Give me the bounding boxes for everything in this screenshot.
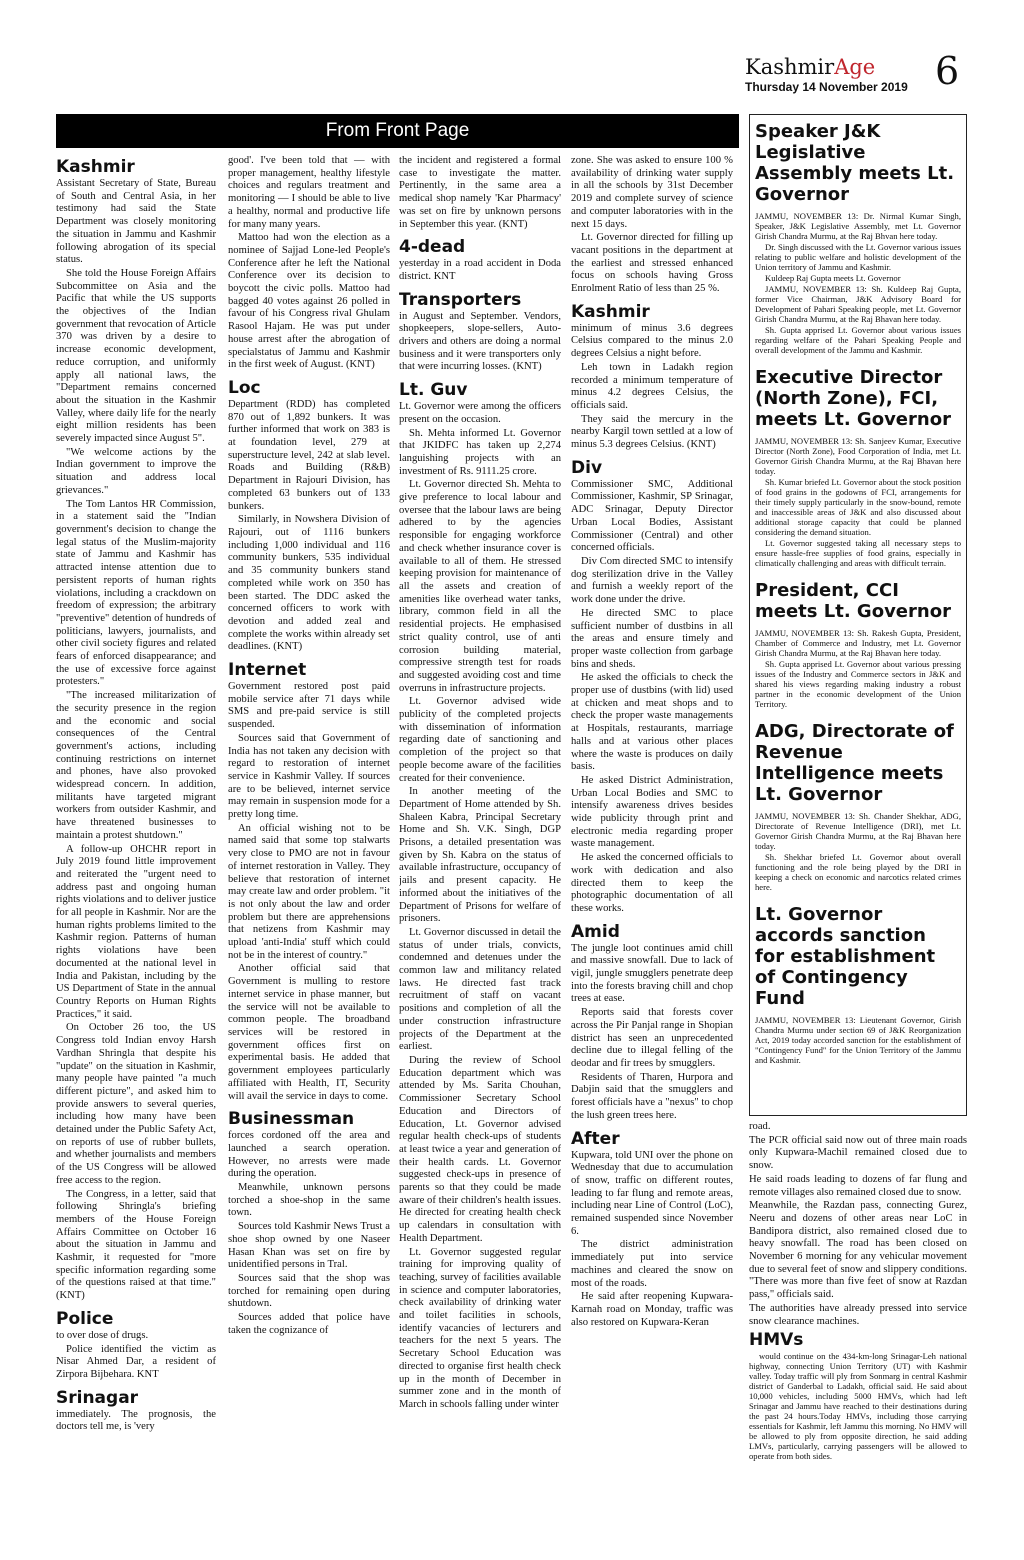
- story-paragraph: "We welcome actions by the Indian government to improve the situation and address local grievances.": [56, 446, 216, 496]
- story-headline: Div: [571, 457, 603, 478]
- story-paragraph: The Congress, in a letter, said that following Shringla's briefing members of the House Foreign Affairs Committee on October 16 about the situation in Jammu and Kashmir, it requested for "more specific information regarding some of the questions raised at that time." (KNT): [56, 1188, 216, 1302]
- brief-headline: ADG, Directorate of Revenue Intelligence meets Lt. Governor: [755, 721, 954, 805]
- story-paragraph: He asked the concerned officials to work with dedication and also directed them to keep the photographic documentation of all these works.: [571, 852, 733, 914]
- story-headline: HMVs: [749, 1330, 804, 1351]
- story-paragraph: Kupwara, told UNI over the phone on Wednesday that due to accumulation of snow, traffic on different routes, leading to far flung and remote areas, including near Line of Control (LoC), remained suspended since November 6.: [571, 1149, 733, 1237]
- story-paragraph: Lt. Governor suggested taking all necessary steps to ensure hassle-free supplies of food grains, especially in climatically challenging and areas with difficult terrain.: [755, 538, 961, 568]
- story-paragraph: Sources said that Government of India has not taken any decision with regard to restoration of internet service in Kashmir Valley. If sources are to be believed, internet service may remain in suspension mode for a pretty long time.: [228, 732, 390, 821]
- story-paragraph: Sh. Gupta apprised Lt. Governor about various pressing issues of the Industry and Commerce sectors in J&K and shared his views regarding making industry a robust partner in the economic development of the Union Territory.: [755, 659, 961, 709]
- story-paragraph: Meanwhile, the Razdan pass, connecting Gurez, Neeru and dozens of other areas near LoC in Bandipora district, also remained closed due to heavy snowfall. The road has been closed on November 6 morning for any vehicular movement due to several feet of snow and slippery conditions. "There was more than five feet of snow at Razdan pass," officials said.: [749, 1200, 967, 1301]
- story-paragraph: An official wishing not to be named said that some top stalwarts very close to PMO are not in favour of internet restoration in Valley. They believe that restoration of internet may create law and order problem. "it is not only about the law and order problem but there are apprehensions that netizens from Kashmir may upload 'anti-India' stuff which could not be in the interest of country.": [228, 822, 390, 961]
- story-paragraph: He directed SMC to place sufficient number of dustbins in all the areas and ensure timely and proper waste collection from garbage bins and sheds.: [571, 607, 733, 670]
- story-paragraph: Another official said that Government is mulling to restore internet service in phase manner, but the service will not be available to common people. The broadband services will be restored in government offices first on experimental basis. He added that government employees particularly affiliated with Health, IT, Security will avail the service in days to come.: [228, 963, 390, 1102]
- story-paragraph: The PCR official said now out of three main roads only Kupwara-Machil remained closed due to snow.: [749, 1134, 967, 1172]
- story-paragraph: good'. I've been told that — with proper management, healthy lifestyle choices and regulars treatment and monitoring — I should be able to live a healthy, normal and productive life for many many years.: [228, 155, 390, 230]
- story-headline: Loc: [228, 377, 261, 398]
- brief-item: [755, 580, 961, 709]
- story-paragraph: He said after reopening Kupwara-Karnah road on Monday, traffic was also restored on Kupwara-Keran: [571, 1291, 733, 1328]
- story: [56, 1309, 216, 1382]
- brief-headline: Speaker J&K Legislative Assembly meets Lt. Governor: [755, 121, 955, 205]
- story-paragraph: Sources added that police have taken the cognizance of: [228, 1312, 390, 1336]
- story-paragraph: Commissioner SMC, Additional Commissioner, Kashmir, SP Srinagar, ADC Srinagar, Deputy Director Urban Local Bodies, Assistant Commissioner (Central) and other concerned officials.: [571, 478, 733, 554]
- masthead: [745, 49, 970, 100]
- story: [399, 155, 561, 231]
- story-headline: Kashmir: [571, 301, 650, 322]
- column-4: [571, 155, 733, 1495]
- newspaper-logo: [745, 55, 875, 79]
- story-paragraph: Lt. Governor suggested regular training for improving quality of teaching, survey of facilities available in science and computer laboratories, check availability of drinking water and toilet facilities in schools, identify vacancies of lecturers and teachers for the next 5 years. The Secretary School Education was directed to organise first health check up in the month of December in summer zone and in the month of March in schools falling under winter: [399, 1246, 561, 1410]
- brief-headline: President, CCI meets Lt. Governor: [755, 580, 951, 622]
- story-paragraph: zone. She was asked to ensure 100 % availability of drinking water supply in all the schools by 31st December 2019 and complete survey of science and computer laboratories with in the next 15 days.: [571, 155, 733, 230]
- story-paragraph: She told the House Foreign Affairs Subcommittee on Asia and the Pacific that while the US supports the objectives of the Indian government that revocation of Article 370 was driven by a desire to increase economic development, reduce corruption, and uniformly apply all national laws, the "Department remains concerned about the situation in the Kashmir Valley, where daily life for the nearly eight million residents has been severely impacted since August 5".: [56, 267, 216, 445]
- story: [228, 660, 390, 1103]
- story-paragraph: During the review of School Education department which was attended by Ms. Sarita Chouhan, Commissioner Secretary School Education and Directors of Education, Lt. Governor advised regular health check-ups of students at least twice a year and generation of their health cards. Lt. Governor suggested check-ups in presence of parents so that they could be made aware of their children's health issues. He directed for creating health check up calendars in consultation with Health Department.: [399, 1055, 561, 1244]
- story-headline: Amid: [571, 921, 620, 942]
- brief-headline: Executive Director (North Zone), FCI, meets Lt. Governor: [755, 367, 951, 430]
- story: [571, 302, 733, 452]
- story-paragraph: Meanwhile, unknown persons torched a shoe-shop in the same town.: [228, 1182, 390, 1219]
- story-paragraph: JAMMU, NOVEMBER 13: Sh. Sanjeev Kumar, Executive Director (North Zone), Food Corporation of India, met Lt. Governor Girish Chandra Murmu, at the Raj Bhavan here today.: [755, 436, 961, 476]
- story-paragraph: Leh town in Ladakh region recorded a minimum temperature of minus 4.2 degrees Celsius, the officials said.: [571, 361, 733, 411]
- story-paragraph: The Tom Lantos HR Commission, in a statement said the "Indian government's decision to change the legal status of the Muslim-majority state of Jammu and Kashmir has attracted intense attention due to persistent reports of human rights violations, including a crackdown on freedom of expression; the arbitrary "preventive" detention of hundreds of politicians, lawyers, journalists, and other civil society figures and related fears of enforced disappearance; and the use of excessive force against protesters.": [56, 498, 216, 688]
- story-paragraph: Reports said that forests cover across the Pir Panjal range in Shopian district has seen an unprecedented decline due to illegal felling of the deodar and fir trees by smugglers.: [571, 1007, 733, 1069]
- story: [228, 1109, 390, 1337]
- story-headline: Srinagar: [56, 1387, 139, 1408]
- story-paragraph: yesterday in a road accident in Doda district. KNT: [399, 258, 561, 282]
- story-paragraph: Department (RDD) has completed 870 out of 1,892 bunkers. It was further informed that work on 383 is at foundation level, 279 at superstructure level, 242 at slab level. Roads and Building (R&B) Department in Rajouri Division, has completed 63 bunkers out of 133 bunkers.: [228, 398, 390, 512]
- story-paragraph: Lt. Governor directed Sh. Mehta to give preference to local labour and oversee that the labour laws are being adhered to by the agencies responsible for engaging workforce and check whether insurance cover is available to all of them. He stressed keeping provision for maintenance of all the assets and creation of amenities like overhead water tanks, library, common field in all the residential projects. He emphasised strict quality control, use of anti corrosion building material, compressive strength test for roads and suggested avoiding cost and time overruns in infrastructure projects.: [399, 479, 561, 694]
- column-1: [56, 155, 216, 1495]
- story: [571, 1129, 733, 1330]
- story-paragraph: Government restored post paid mobile service after 71 days while SMS and pre-paid service is still suspended.: [228, 681, 390, 731]
- story: [228, 155, 390, 372]
- issue-date: Thursday 14 November 2019: [745, 80, 908, 94]
- brief-headline: Lt. Governor accords sanction for establishment of Contingency Fund: [755, 904, 936, 1009]
- story: [56, 157, 216, 1303]
- story-headline: Internet: [228, 660, 307, 681]
- story-paragraph: On October 26 too, the US Congress told Indian envoy Harsh Vardhan Shringla that despite his "update" on the situation in Kashmir, many people have painted "a much different picture", and asked him to provide answers to several queries, including how many have been detained under the Public Safety Act, on reports of use of rubber bullets, and whether journalists and members of the US Congress will be allowed free access to the region.: [56, 1022, 216, 1186]
- story: [228, 378, 390, 654]
- story-paragraph: He asked the officials to check the proper use of dustbins (with lid) used at chicken and meat shops and to check the proper waste managements at Hospitals, restaurants, marriage halls and at various other places where the waste is produces on daily basis.: [571, 672, 733, 773]
- section-title-bar: [56, 114, 739, 148]
- column-5-continuation: [749, 1121, 967, 1328]
- logo-accent: Age: [834, 55, 876, 79]
- story-paragraph: minimum of minus 3.6 degrees Celsius compared to the minus 2.0 degrees Celsius a night before.: [571, 322, 733, 360]
- story-paragraph: Sh. Kumar briefed Lt. Governor about the stock position of food grains in the godowns of FCI, arrangements for their timely supply particularly in the snow-bound, remote and inaccessible areas of J&K and also discussed about additional storage capacity that could be planned considering the demand situation.: [755, 477, 961, 537]
- brief-item: [755, 121, 961, 355]
- story-paragraph: Sources told Kashmir News Trust a shoe shop owned by one Naseer Hasan Khan was set on fire by unidentified persons in Tral.: [228, 1221, 390, 1271]
- story-paragraph: He asked District Administration, Urban Local Bodies and SMC to intensify awareness drives besides wide publicity through print and electronic media regarding proper waste management.: [571, 774, 733, 850]
- story: [399, 237, 561, 283]
- brief-item: [755, 367, 961, 568]
- story-paragraph: forces cordoned off the area and launched a search operation. However, no arrests were made during the operation.: [228, 1130, 390, 1180]
- story-paragraph: in August and September. Vendors, shopkeepers, slope-sellers, Auto-drivers and others are doing a normal business and it were transporters only that were incurring losses. (KNT): [399, 310, 561, 373]
- story-paragraph: He said roads leading to dozens of far flung and remote villages also remained closed due to snow.: [749, 1173, 967, 1198]
- page-number: 6: [935, 49, 960, 93]
- story-paragraph: Police identified the victim as Nisar Ahmed Dar, a resident of Zirpora Bijbehara. KNT: [56, 1343, 216, 1380]
- story-paragraph: JAMMU, NOVEMBER 13: Sh. Kuldeep Raj Gupta, former Vice Chairman, J&K Advisory Board for Development of Pahari Speaking people, met Lt. Governor Girish Chandra Murmu, at the Raj Bhavan here today.: [755, 284, 961, 324]
- story-paragraph: JAMMU, NOVEMBER 13: Sh. Rakesh Gupta, President, Chamber of Commerce and Industry, met Lt. Governor Girish Chandra Murmu, at the Raj Bhavan here today.: [755, 628, 961, 658]
- story-paragraph: JAMMU, NOVEMBER 13: Sh. Chander Shekhar, ADG, Directorate of Revenue Intelligence (DRI), met Lt. Governor Girish Chandra Murmu, at the Raj Bhavan here today.: [755, 811, 961, 851]
- story-paragraph: In another meeting of the Department of Home attended by Sh. Shaleen Kabra, Principal Secretary Home and Sh. V.K. Singh, DGP Prisons, a detailed presentation was given by Sh. Kabra on the status of available infrastructure, occupancy of jails and present capacity. He informed about the initiatives of the Department of Prisons for welfare of prisoners.: [399, 786, 561, 925]
- story-paragraph: Sh. Gupta apprised Lt. Governor about various issues regarding welfare of the Pahari Speaking People and overall development of the Jammu and Kashmir.: [755, 325, 961, 355]
- story-paragraph: the incident and registered a formal case to investigate the matter. Pertinently, in the same area a medical shop namely 'Kar Pharmacy' was set on fire by unknown persons in September this year. (KNT): [399, 155, 561, 230]
- brief-item: [755, 721, 961, 892]
- story: [571, 922, 733, 1123]
- story-paragraph: road.: [749, 1121, 771, 1132]
- story-headline: After: [571, 1128, 620, 1149]
- logo-prefix: Kashmir: [745, 55, 835, 79]
- story-paragraph: The jungle loot continues amid chill and massive snowfall. Due to lack of vigil, jungle smugglers penetrate deep into the forests braving chill and chop trees at ease.: [571, 942, 733, 1005]
- story: [56, 1388, 216, 1434]
- story-paragraph: "The increased militarization of the security presence in the region and the economic and social consequences of the Central government's actions, including continuing restrictions on internet and phones, have also provoked widespread concern. In addition, militants have targeted migrant workers from outsider Kashmir, and have threatened businesses to maintain a protest shutdown.": [56, 690, 216, 841]
- story: [399, 290, 561, 375]
- story-paragraph: The authorities have already pressed into service snow clearance machines.: [749, 1302, 967, 1327]
- story-paragraph: Div Com directed SMC to intensify dog sterilization drive in the Valley and furnish a weekly report of the work done under the drive.: [571, 555, 733, 606]
- story: [571, 458, 733, 916]
- story-paragraph: Residents of Tharen, Hurpora and Dabjin said that the smugglers and forest officials have a "nexus" to chop the lush green trees here.: [571, 1071, 733, 1121]
- story-paragraph: immediately. The prognosis, the doctors tell me, is 'very: [56, 1408, 216, 1433]
- story-paragraph: A follow-up OHCHR report in July 2019 found little improvement and reiterated the "urgent need to address past and ongoing human rights violations and to deliver justice for all people in Kashmir. Nor are the human rights problems limited to the Kashmir region. Patterns of human rights violations have been documented at the national level in India and Pakistan, including by the US Department of State in the annual Country Reports on Human Rights Practices," it said.: [56, 843, 216, 1020]
- story-paragraph: Dr. Singh discussed with the Lt. Governor various issues relating to public welfare and holistic development of the Union territory of Jammu and Kashmir.: [755, 242, 961, 272]
- story-paragraph: Sh. Shekhar briefed Lt. Governor about overall functioning and the role being played by the DRI in keeping a check on economic and narcotics related crimes here.: [755, 852, 961, 892]
- section-title: From Front Page: [325, 120, 470, 141]
- story-paragraph: JAMMU, NOVEMBER 13: Lieutenant Governor, Girish Chandra Murmu under section 69 of J&K Reorganization Act, 2019 today accorded sanction for the establishment of "Contingency Fund" for the Union Territory of the Jammu and Kashmir.: [755, 1015, 961, 1065]
- story-headline: Lt. Guv: [399, 380, 468, 401]
- column-2: [228, 155, 390, 1495]
- story-headline: Businessman: [228, 1109, 355, 1130]
- story-paragraph: would continue on the 434-km-long Srinagar-Leh national highway, connecting Union Territory (UT) with Kashmir valley. Today traffic will ply from Sonmarg in central Kashmir district of Ganderbal to Ladakh, official said. He said about 10,000 vehicles, including 5000 HMVs, which had left Srinagar and Jammu have reached to their destinations during the past 24 hours.Today HMVs, including those carrying essentials for Kashmir, left Jammu this morning. No HMV will be allowed to ply from opposite direction, he said adding LMVs, particularly, carrying passengers will be allowed to operate from both sides.: [749, 1351, 967, 1462]
- story-paragraph: Lt. Governor were among the officers present on the occasion.: [399, 401, 561, 425]
- story-headline: Police: [56, 1308, 114, 1329]
- sidebar-briefs: [749, 114, 967, 1116]
- story-headline: Transporters: [399, 289, 522, 310]
- story-paragraph: The district administration immediately put into service machines and cleared the snow on most of the roads.: [571, 1239, 733, 1289]
- hmvs-story: [749, 1351, 967, 1461]
- story-paragraph: Sources said that the shop was torched for remaining open during shutdown.: [228, 1272, 390, 1310]
- story-headline: Kashmir: [56, 157, 135, 177]
- story-headline: 4-dead: [399, 237, 466, 258]
- story-paragraph: to over dose of drugs.: [56, 1329, 149, 1341]
- story-paragraph: Lt. Governor discussed in detail the status of under trials, convicts, condemned and detenues under the common law and militancy related laws. He directed fast track recruitment of staff on vacant positions and completion of all the under construction infrastructure projects of the Department at the earliest.: [399, 926, 561, 1053]
- story-paragraph: Kuldeep Raj Gupta meets Lt. Governor: [765, 273, 901, 283]
- story-paragraph: Lt. Governor directed for filling up vacant positions in the department at the earliest and stressed enhanced focus on schools having Gross Enrolment Ratio of less than 25 %.: [571, 232, 733, 295]
- story-paragraph: JAMMU, NOVEMBER 13: Dr. Nirmal Kumar Singh, Speaker, J&K Legislative Assembly, met Lt. Governor Girish Chandra Murmu, at the Raj Bhvan here today.: [755, 211, 961, 241]
- story: [399, 380, 561, 1412]
- story: [571, 155, 733, 296]
- column-3: [399, 155, 561, 1495]
- brief-item: [755, 904, 961, 1065]
- story-paragraph: Mattoo had won the election as a nominee of Sajjad Lone-led People's Conference after he left the National Conference over its decision to boycott the civic polls. Mattoo had bagged 40 votes against 26 polled in favour of his Congress rival Ghulam Rasool Hajam. He was put under house arrest after the abrogation of specialstatus of Jammu and Kashmir in the first week of August. (KNT): [228, 232, 390, 371]
- story-paragraph: They said the mercury in the nearby Kargil town settled at a low of minus 5.3 degrees Celsius. (KNT): [571, 413, 733, 451]
- story-paragraph: Assistant Secretary of State, Bureau of South and Central Asia, in her testimony had said the State Department was closely monitoring the situation in Jammu and Kashmir following abrogation of its special status.: [56, 178, 216, 266]
- story-paragraph: Similarly, in Nowshera Division of Rajouri, out of 1116 bunkers including 1,000 individual and 116 community bunkers, 535 individual and 35 community bunkers stand completed while work on 350 has been started. The DDC asked the concerned officers to work with devotion and added zeal and complete the works within already set deadlines. (KNT): [228, 514, 390, 653]
- column-5: [749, 1121, 967, 1501]
- story-paragraph: Lt. Governor advised wide publicity of the completed projects with dissemination of information regarding date of sanctioning and completion of the project so that people become aware of the facilities created for their convenience.: [399, 696, 561, 784]
- story-paragraph: Sh. Mehta informed Lt. Governor that JKIDFC has taken up 2,274 languishing projects with an investment of Rs. 9111.25 crore.: [399, 427, 561, 477]
